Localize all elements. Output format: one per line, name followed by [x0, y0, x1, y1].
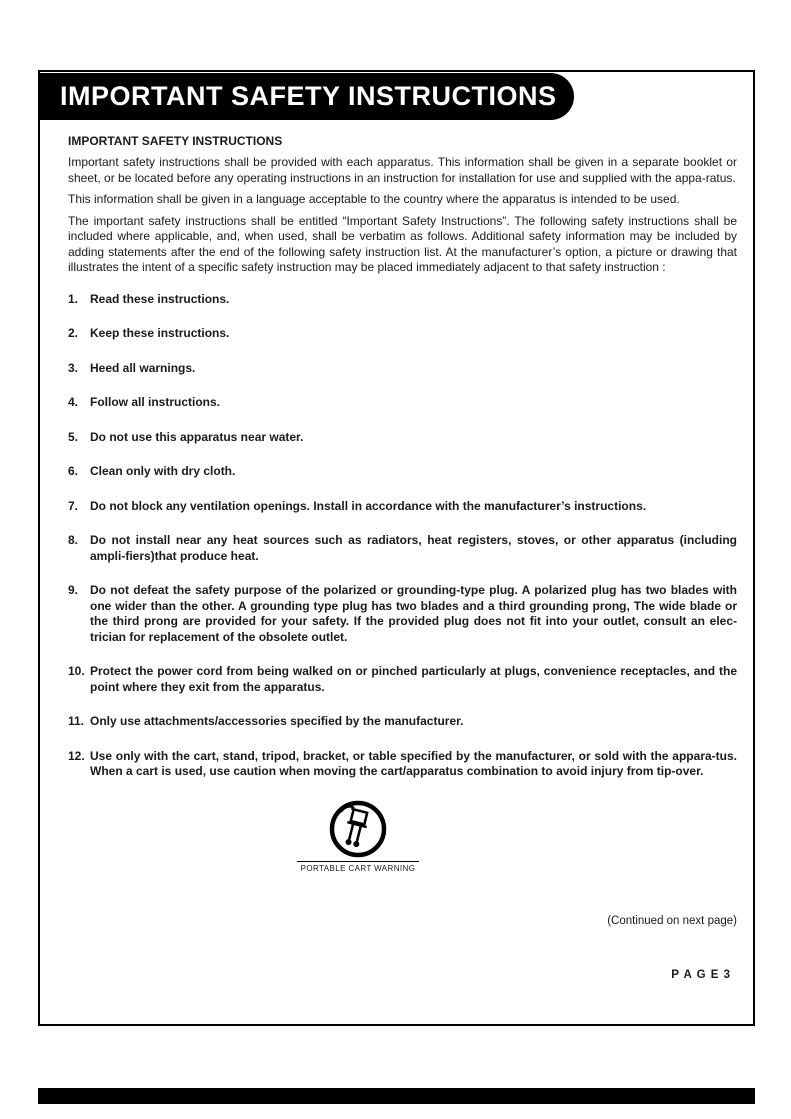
instruction-item: [68, 326, 737, 342]
instruction-number: 2.: [68, 326, 79, 340]
instruction-text: Do not defeat the safety purpose of the polarized or grounding-type plug. A polarized plug has two blades with one wider than the other. A grounding type plug has two blades and a third grounding prong, The wide blade or the third prong are provided for your safety. If the provided plug does not fit into your outlet, consult an elec-trician for replacement of the obsolete outlet.: [90, 583, 737, 644]
title-banner: [40, 73, 574, 120]
instruction-item: [68, 430, 737, 446]
instruction-number: 11.: [68, 714, 85, 728]
instruction-item: [68, 292, 737, 308]
cart-warning-block: [298, 799, 418, 873]
instruction-text: Protect the power cord from being walked on or pinched particularly at plugs, convenience receptacles, and the point where they exit from the apparatus.: [90, 664, 737, 694]
instruction-item: [68, 464, 737, 480]
instruction-text: Do not install near any heat sources such as radiators, heat registers, stoves, or other apparatus (including ampli-fiers)that produce heat.: [90, 533, 737, 563]
instruction-number: 1.: [68, 291, 79, 306]
page-number: P A G E 3: [671, 968, 731, 981]
instruction-number: 8.: [68, 533, 79, 547]
instruction-text: Read these instructions.: [90, 291, 230, 306]
instruction-item: [68, 533, 737, 564]
cart-warning-label: PORTABLE CART WARNING: [297, 861, 420, 873]
section-heading: IMPORTANT SAFETY INSTRUCTIONS: [68, 134, 283, 148]
instruction-list: [68, 292, 737, 780]
instruction-text: Only use attachments/accessories specified by the manufacturer.: [90, 714, 464, 728]
instruction-item: [68, 361, 737, 377]
page-content: [68, 134, 737, 981]
instruction-item: [68, 583, 737, 645]
instruction-number: 9.: [68, 583, 79, 597]
page-frame: [38, 70, 755, 1026]
instruction-text: Keep these instructions.: [90, 326, 230, 340]
instruction-item: [68, 499, 737, 515]
intro-paragraph: Important safety instructions shall be provided with each apparatus. This information shall be given in a separate booklet or sheet, or be located before any operating instructions in an instruction for installation for use and supplied with the appa-ratus.: [68, 155, 737, 185]
instruction-number: 12.: [68, 748, 85, 763]
banner-title: IMPORTANT SAFETY INSTRUCTIONS: [60, 81, 557, 111]
portable-cart-warning-icon: [328, 799, 388, 859]
intro-paragraph: This information shall be given in a language acceptable to the country where the apparatus is intended to be used.: [68, 192, 680, 206]
footer-bar: [38, 1088, 755, 1104]
instruction-text: Follow all instructions.: [90, 395, 221, 409]
instruction-text: Do not use this apparatus near water.: [90, 429, 304, 444]
intro-paragraph: The important safety instructions shall be entitled “Important Safety Instructions”. The following safety instructions shall be included where applicable, and, when used, shall be verbatim as follows. Additional safety information may be included by adding statements after the end of the following safety instruction list. At the manufacturer’s option, a picture or drawing that illustrates the intent of a specific safety instruction may be placed immediately adjacent to that safety instruction :: [68, 213, 737, 274]
instruction-text: Clean only with dry cloth.: [90, 464, 236, 478]
instruction-text: Heed all warnings.: [90, 360, 196, 375]
instruction-number: 6.: [68, 464, 79, 478]
instruction-item: [68, 664, 737, 695]
instruction-text: Do not block any ventilation openings. Install in accordance with the manufacturer’s instructions.: [90, 498, 647, 513]
instruction-number: 5.: [68, 429, 79, 444]
instruction-text: Use only with the cart, stand, tripod, bracket, or table specified by the manufacturer, or sold with the appara-tus. When a cart is used, use caution when moving the cart/apparatus combination to avoid injury from tip-over.: [90, 748, 737, 778]
instruction-number: 7.: [68, 498, 79, 513]
continued-note: (Continued on next page): [607, 914, 737, 927]
instruction-number: 4.: [68, 395, 79, 409]
instruction-number: 10.: [68, 664, 85, 678]
instruction-number: 3.: [68, 360, 79, 375]
instruction-item: [68, 714, 737, 730]
instruction-item: [68, 749, 737, 780]
instruction-item: [68, 395, 737, 411]
